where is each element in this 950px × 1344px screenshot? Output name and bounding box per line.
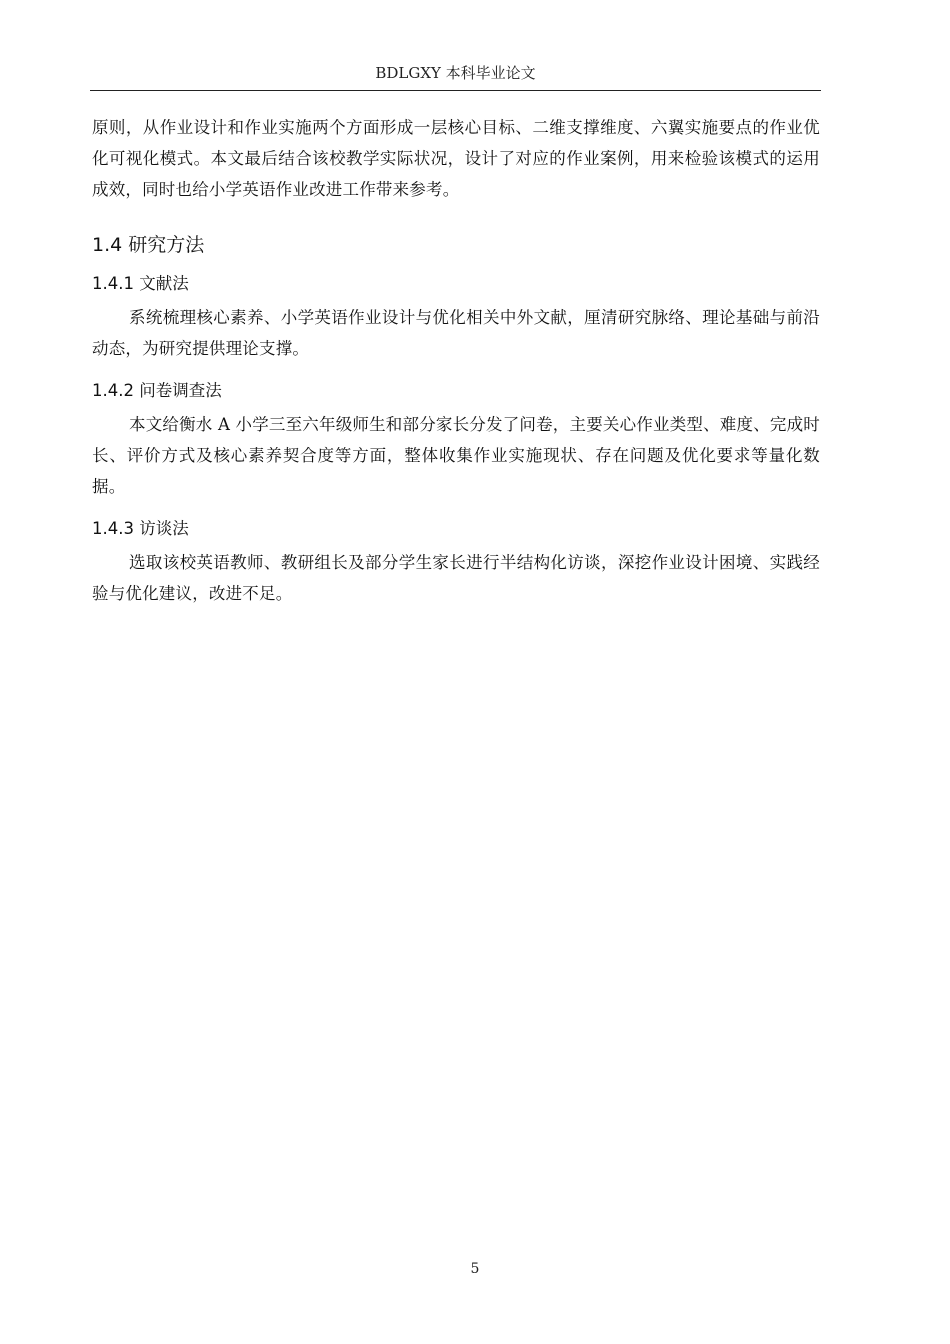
subsection-paragraph-interview: 选取该校英语教师、教研组长及部分学生家长进行半结构化访谈，深挖作业设计困境、实践经验与优化建议，改进不足。: [92, 553, 820, 603]
subsection-paragraph-literature: 系统梳理核心素养、小学英语作业设计与优化相关中外文献，厘清研究脉络、理论基础与前沿动态，为研究提供理论支撑。: [92, 308, 820, 358]
subsection-heading-questionnaire: 1.4.2 问卷调查法: [92, 381, 222, 400]
page-content: [92, 112, 820, 609]
section-heading: 1.4 研究方法: [92, 234, 205, 256]
header-rule: [90, 90, 821, 91]
page-number: 5: [470, 1261, 480, 1277]
running-header: BDLGXY 本科毕业论文: [375, 64, 536, 82]
subsection-heading-interview: 1.4.3 访谈法: [92, 519, 189, 538]
subsection-heading-literature: 1.4.1 文献法: [92, 274, 189, 293]
subsection-paragraph-questionnaire: 本文给衡水 A 小学三至六年级师生和部分家长分发了问卷，主要关心作业类型、难度、完成时长、评价方式及核心素养契合度等方面，整体收集作业实施现状、存在问题及优化要求等量化数据。: [92, 415, 821, 496]
intro-paragraph: 原则，从作业设计和作业实施两个方面形成一层核心目标、二维支撑维度、六翼实施要点的作业优化可视化模式。本文最后结合该校教学实际状况，设计了对应的作业案例，用来检验该模式的运用成效，同时也给小学英语作业改进工作带来参考。: [92, 118, 820, 199]
